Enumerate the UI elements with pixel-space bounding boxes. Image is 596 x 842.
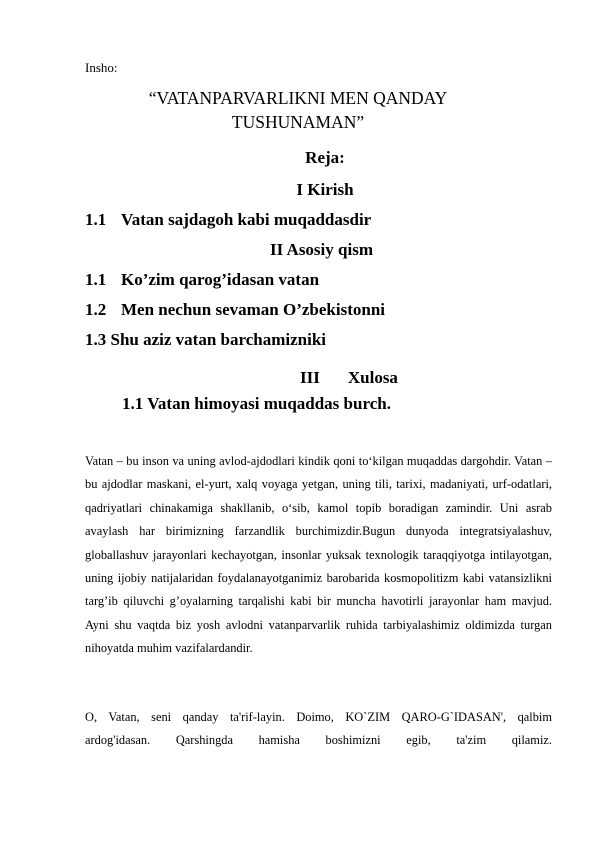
plan-heading: Reja: (305, 148, 345, 167)
essay-title-line-1: “VATANPARVARLIKNI MEN QANDAY (148, 88, 448, 108)
plan-item (85, 300, 385, 320)
plan-item (85, 270, 319, 290)
essay-title-line-2: TUSHUNAMAN” (231, 112, 365, 132)
section-3-heading (300, 368, 398, 388)
section-1-heading: I Kirish (296, 180, 354, 199)
section-3-text: Xulosa (347, 368, 398, 387)
plan-item: 1.3 Shu aziz vatan barchamizniki (85, 330, 327, 349)
plan-item-number: 1.1 (85, 210, 107, 229)
plan-item: 1.1 Vatan himoyasi muqaddas burch. (122, 394, 391, 413)
plan-item-text: Ko’zim qarog’idasan vatan (121, 270, 320, 289)
plan-item-number: 1.1 (85, 270, 107, 289)
plan-item (85, 210, 371, 230)
section-2-heading: II Asosiy qism (270, 240, 373, 259)
plan-item-text: Vatan sajdagoh kabi muqaddasdir (121, 210, 372, 229)
plan-item-text: Men nechun sevaman O’zbekistonni (121, 300, 385, 319)
plan-item-number: 1.2 (85, 300, 107, 319)
body-paragraph-1: Vatan – bu inson va uning avlod-ajdodlari kindik qoni to‘kilgan muqaddas dargohdir. Vatan – bu ajdodlar maskani, el-yurt, xalq voyaga yetgan, uning tili, tarixi, madaniyati, urf-odatlari, qadriyatlari chinakamiga shakllanib, o‘sib, kamol topib boradigan zamindir. Uni asrab avaylash har birimizning farzandlik burchimizdir.Bugun dunyoda integratsiyalashuv, globallashuv jarayonlari kechayotgan, insonlar yuksak texnologik taraqqiyotga intilayotgan, uning ijobiy natijalaridan foydalanayotganimiz barobarida kosmopolitizm kabi vatansizlikni targ’ib qiluvchi g’oyalarning tarqalishi kabi bir muncha havotirli jarayonlar ham mavjud. Ayni shu vaqtda biz yosh avlodni vatanparvarlik ruhida tarbiyalashimiz oldimizda turgan nihoyatda muhim vazifalardandir. (85, 454, 552, 656)
section-3-number: III (300, 368, 320, 387)
body-paragraph-2: O, Vatan, seni qanday ta'rif-layin. Doimo, KO`ZIM QARO-G`IDASAN', qalbim ardog'idasan. Qarshingda hamisha boshimizni egib, ta'zim qilamiz. (85, 710, 552, 748)
essay-label: Insho: (85, 60, 118, 75)
